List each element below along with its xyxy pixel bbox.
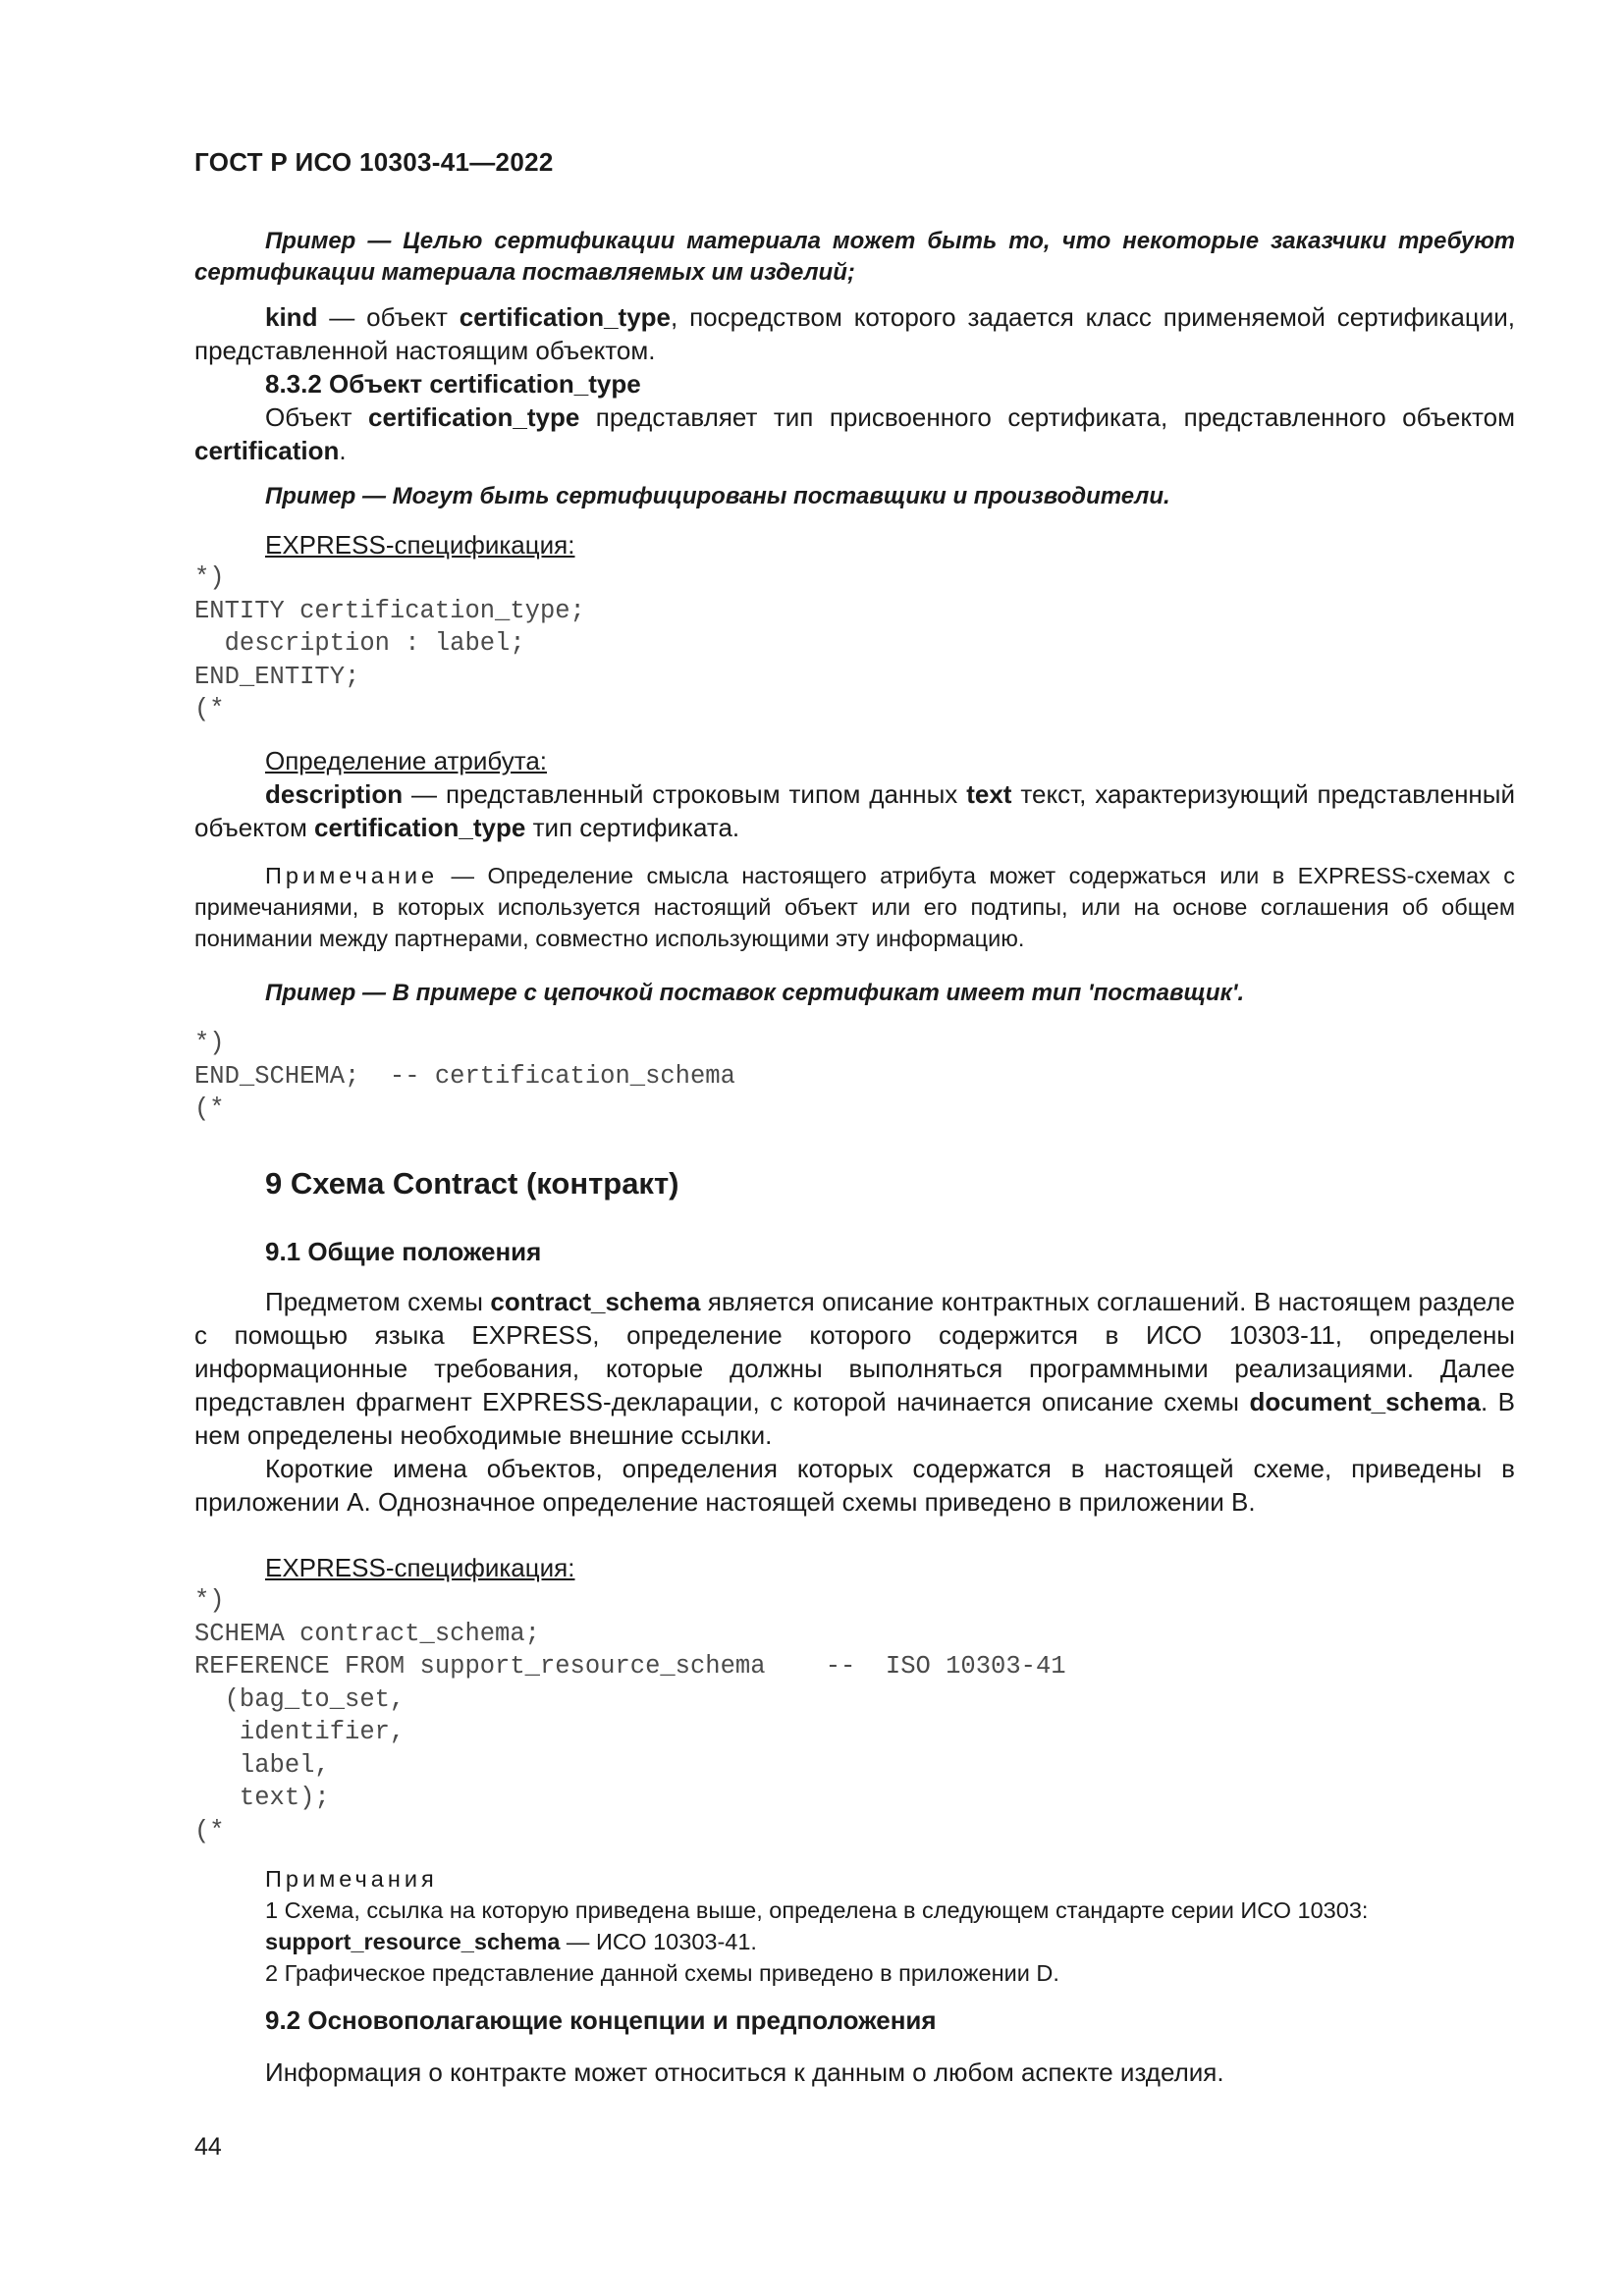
- section-9-2-heading: 9.2 Основополагающие концепции и предположения: [265, 2005, 937, 2035]
- note-1: Примечание — Определение смысла настоящего атрибута может содержаться или в EXPRESS-схемах с примечаниями, в которых используется настоящий объект или его подтипы, или на основе соглашения об общем понимании между партнерами, совместно использующими эту информацию.: [194, 863, 1515, 951]
- express-code-1: *) ENTITY certification_type; description : label; END_ENTITY; (*: [194, 563, 585, 723]
- section-9-1-heading: 9.1 Общие положения: [265, 1237, 542, 1266]
- section-heading: 8.3.2 Объект certification_type: [265, 369, 641, 399]
- section-9-heading: 9 Схема Contract (контракт): [265, 1166, 679, 1201]
- kind-definition: kind — объект certification_type, посредством которого задается класс применяемой сертификации, представленной настоящим объектом.: [194, 302, 1515, 365]
- express-label-2: EXPRESS-спецификация:: [265, 1553, 575, 1582]
- page-number: 44: [194, 2133, 222, 2161]
- example-text: Пример — Целью сертификации материала может быть то, что некоторые заказчики требуют сертификации материала поставляемых им изделий;: [194, 228, 1515, 286]
- notes-label: Примечания: [265, 1866, 438, 1892]
- notes-2: Примечания 1 Схема, ссылка на которую приведена выше, определена в следующем стандарте серии ИСО 10303: support_resource_schema — ИСО 10303-41. 2 Графическое представление данной схемы приведено в приложении D.: [265, 1863, 1515, 1989]
- section-8-3-2: 8.3.2 Объект certification_type Объект certification_type представляет тип присвоенного сертификата, представленного объектом certification.: [194, 369, 1515, 465]
- example-paragraph-3: Пример — В примере с цепочкой поставок сертификат имеет тип 'поставщик'.: [265, 980, 1245, 1006]
- example-paragraph-2: Пример — Могут быть сертифицированы поставщики и производители.: [265, 483, 1170, 509]
- attribute-definition: Определение атрибута: description — представленный строковым типом данных text текст, характеризующий представленный объектом certification_type тип сертификата.: [194, 746, 1515, 842]
- contract-intro-paragraph: Предметом схемы contract_schema является описание контрактных соглашений. В настоящем разделе с помощью языка EXPRESS, определение которого содержится в ИСО 10303-11, определены информационные требования, которые должны выполняться программными реализациями. Далее представлен фрагмент EXPRESS-декларации, с которой начинается описание схемы document_schema. В нем определены необходимые внешние ссылки. Короткие имена объектов, определения которых содержатся в настоящей схеме, приведены в приложении А. Однозначное определение настоящей схемы приведено в приложении В.: [194, 1287, 1515, 1517]
- contract-info-paragraph: Информация о контракте может относиться к данным о любом аспекте изделия.: [265, 2057, 1224, 2087]
- express-code-3: *) SCHEMA contract_schema; REFERENCE FROM support_resource_schema -- ISO 10303-41 (bag_to_set, identifier, label, text); (*: [194, 1586, 1066, 1845]
- express-code-2: *) END_SCHEMA; -- certification_schema (*: [194, 1029, 735, 1123]
- page-header: ГОСТ Р ИСО 10303-41—2022: [194, 147, 554, 177]
- note-label: Примечание: [265, 863, 439, 888]
- example-paragraph-1: [194, 226, 1515, 289]
- term-kind: kind: [265, 302, 318, 332]
- express-label-1: EXPRESS-спецификация:: [265, 530, 575, 560]
